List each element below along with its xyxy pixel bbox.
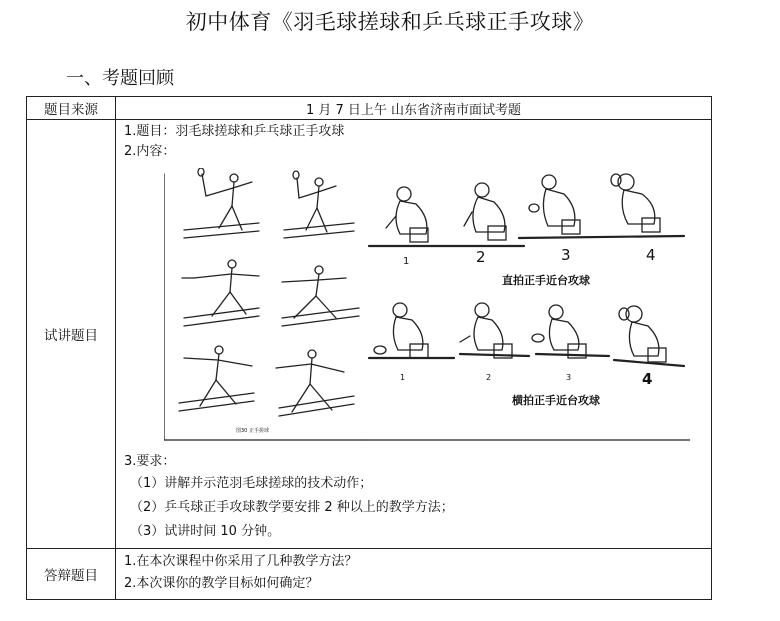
technique-figure — [164, 168, 690, 446]
exam-table — [26, 96, 712, 600]
tt-top-caption: 直拍正手近台攻球 — [502, 274, 590, 287]
lecture-row — [27, 120, 712, 549]
source-value: 1 月 7 日上午 山东省济南市面试考题 — [116, 97, 712, 120]
section-heading: 一、考题回顾 — [66, 68, 174, 89]
defense-label: 答辩题目 — [27, 549, 116, 600]
requirement-3: （3）试讲时间 10 分钟。 — [130, 524, 281, 539]
requirement-2: （2）乒乓球正手攻球教学要安排 2 种以上的教学方法； — [130, 500, 454, 515]
requirements-label: 3.要求： — [124, 454, 176, 469]
lecture-label: 试讲题目 — [27, 120, 116, 549]
defense-question-2: 2.本次课你的教学目标如何确定？ — [124, 576, 319, 591]
tt-bottom-num-2: 2 — [486, 373, 492, 382]
tt-top-num-1: 1 — [403, 256, 410, 267]
lecture-content — [116, 120, 712, 549]
requirement-1: （1）讲解并示范羽毛球搓球的技术动作； — [130, 476, 373, 491]
tt-bottom-num-4: 4 — [642, 370, 653, 388]
tt-bottom-num-1: 1 — [400, 373, 406, 382]
tt-top-num-3: 3 — [561, 246, 571, 264]
tt-top-num-4: 4 — [646, 246, 656, 264]
tt-top-num-2: 2 — [476, 248, 486, 266]
page-title: 初中体育《羽毛球搓球和乒乓球正手攻球》 — [185, 10, 595, 34]
topic-line: 1.题目：羽毛球搓球和乒乓球正手攻球 — [124, 124, 345, 139]
tt-bottom-num-3: 3 — [566, 373, 572, 382]
defense-row — [27, 549, 712, 600]
technique-illustration — [164, 168, 690, 446]
tt-bottom-caption: 横拍正手近台攻球 — [512, 394, 600, 407]
source-row — [27, 97, 712, 120]
defense-content — [116, 549, 712, 600]
source-label: 题目来源 — [27, 97, 116, 120]
defense-question-1: 1.在本次课程中你采用了几种教学方法？ — [124, 554, 358, 569]
badminton-caption: 图30 正手搓球 — [236, 428, 269, 434]
content-label: 2.内容： — [124, 144, 176, 159]
